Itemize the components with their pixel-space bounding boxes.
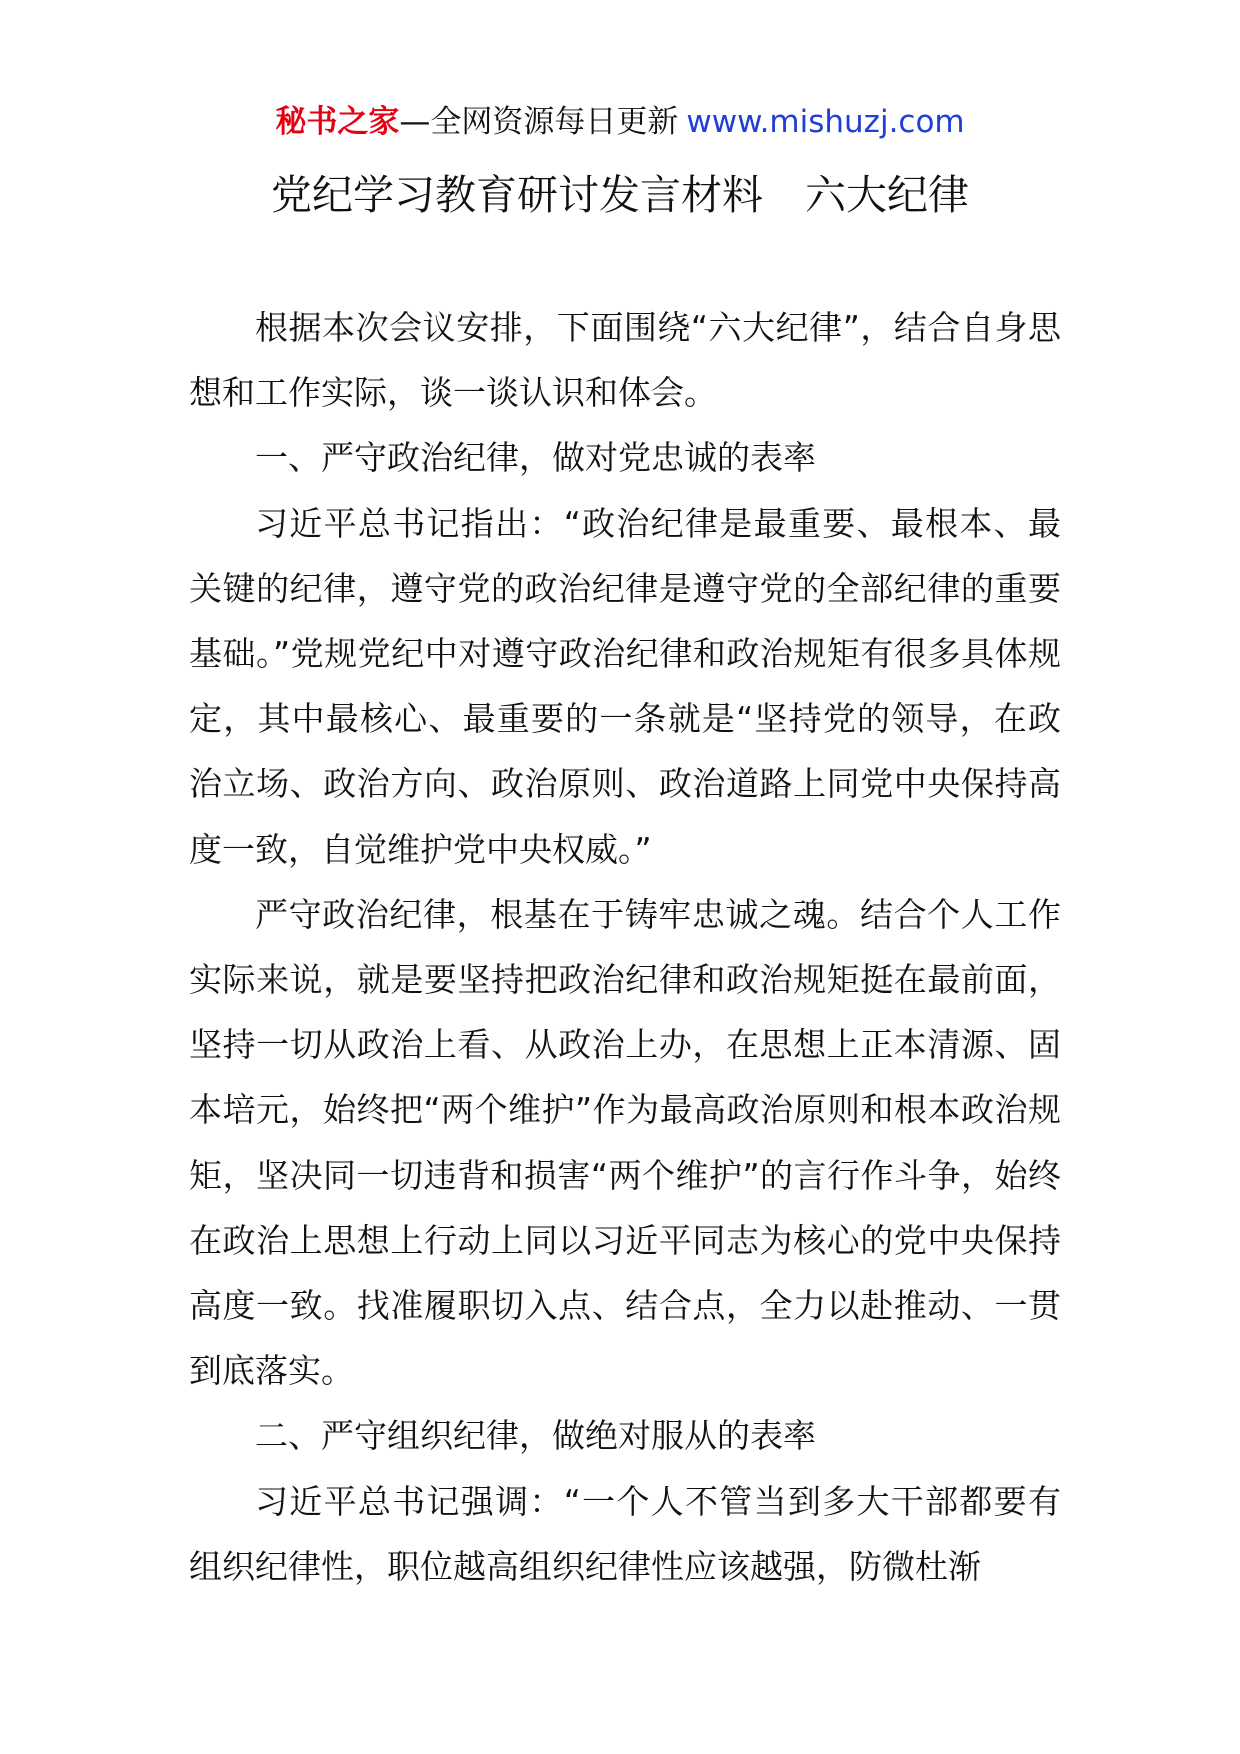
- document-title-sub: 六大纪律: [805, 171, 969, 219]
- document-title: [0, 166, 1240, 224]
- document-title-main: 党纪学习教育研讨发言材料: [271, 171, 763, 219]
- paragraph-political-practice: 严守政治纪律，根基在于铸牢忠诚之魂。结合个人工作实际来说，就是要坚持把政治纪律和政治规矩挺在最前面，坚持一切从政治上看、从政治上办，在思想上正本清源、固本培元，始终把“两个维护”作为最高政治原则和根本政治规矩，坚决同一切违背和损害“两个维护”的言行作斗争，始终在政治上思想上行动上同以习近平同志为核心的党中央保持高度一致。找准履职切入点、结合点，全力以赴推动、一贯到底落实。: [189, 894, 1061, 1391]
- site-tagline: —全网资源每日更新: [399, 104, 679, 140]
- site-url-link[interactable]: www.mishuzj.com: [686, 104, 965, 140]
- paragraph-intro: 根据本次会议安排，下面围绕“六大纪律”，结合自身思想和工作实际，谈一谈认识和体会。: [189, 308, 1061, 413]
- paragraph-political-quote: 习近平总书记指出：“政治纪律是最重要、最根本、最关键的纪律，遵守党的政治纪律是遵守党的全部纪律的重要基础。”党规党纪中对遵守政治纪律和政治规矩有很多具体规定，其中最核心、最重要的一条就是“坚持党的领导，在政治立场、政治方向、政治原则、政治道路上同党中央保持高度一致，自觉维护党中央权威。”: [189, 503, 1061, 869]
- document-body: [189, 295, 1061, 1599]
- section-heading-organizational-discipline: 二、严守组织纪律，做绝对服从的表率: [255, 1416, 816, 1456]
- paragraph-organizational-quote: 习近平总书记强调：“一个人不管当到多大干部都要有组织纪律性，职位越高组织纪律性应该越强，防微杜渐: [189, 1481, 1061, 1586]
- section-heading-political-discipline: 一、严守政治纪律，做对党忠诚的表率: [255, 438, 816, 478]
- site-header: [0, 100, 1240, 144]
- brand-name: 秘书之家: [275, 104, 400, 140]
